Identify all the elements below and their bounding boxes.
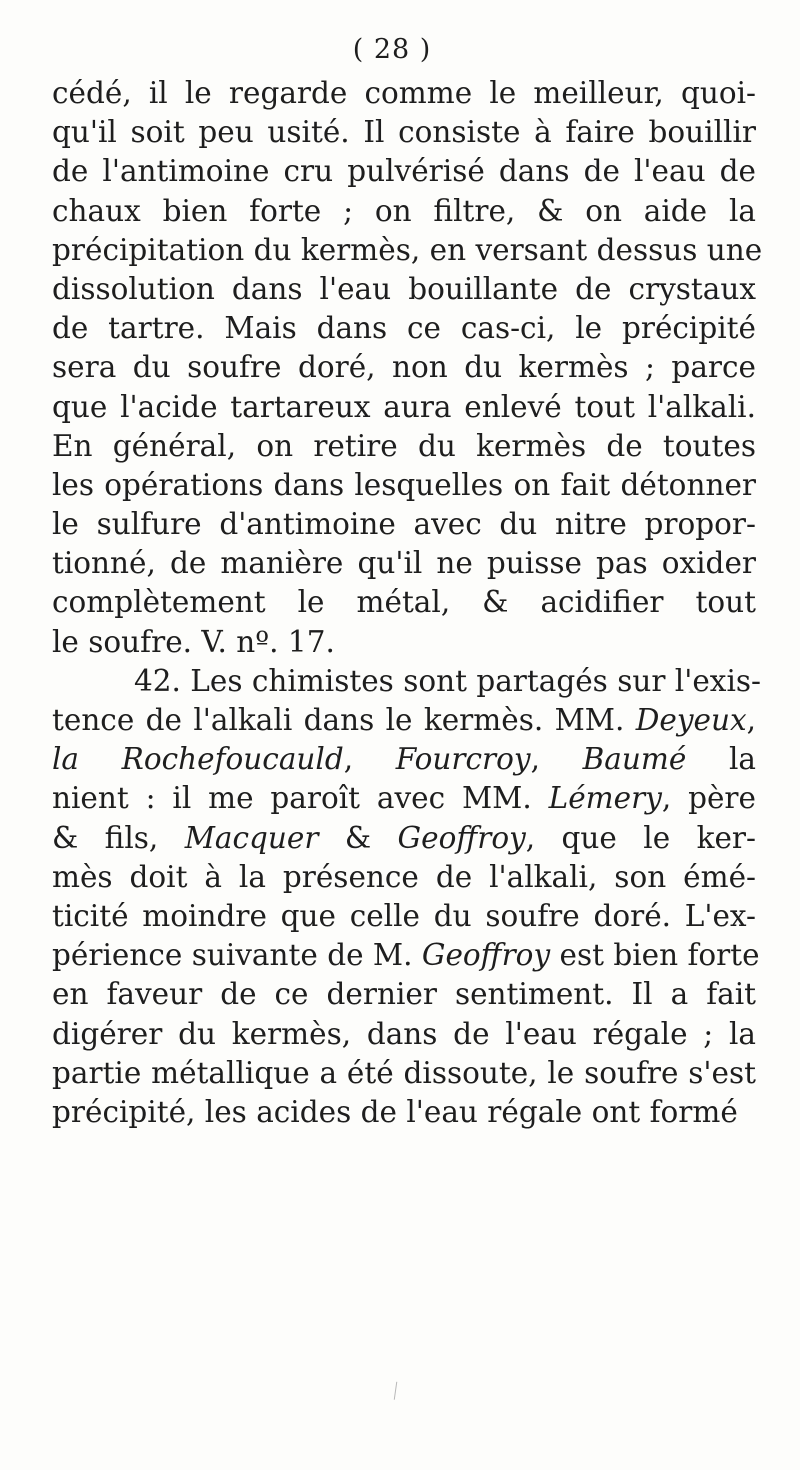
text-line	[52, 466, 756, 505]
text-line	[52, 348, 756, 387]
text-run: nient : il me paroît avec MM.	[52, 781, 549, 816]
text-line	[52, 231, 763, 270]
text-run: digérer du kermès, dans de l'eau régale ; la	[52, 1016, 756, 1051]
text-run: partie métallique a été dissoute, le soufre s'est	[52, 1055, 756, 1090]
text-run: complètement le métal, & acidifier tout	[52, 585, 756, 620]
text-run: ,	[343, 742, 396, 777]
text-run: est bien forte	[550, 938, 760, 973]
text-line	[52, 975, 756, 1014]
text-run: , père	[661, 781, 756, 816]
text-run: tionné, de manière qu'il ne puisse pas oxider	[52, 546, 756, 581]
text-line	[52, 544, 756, 583]
body-text	[52, 74, 763, 1132]
text-run: ,	[746, 703, 756, 737]
text-run: ticité moindre que celle du soufre doré. L'ex-	[52, 898, 756, 933]
text-run: précipité, les acides de l'eau régale ont formé	[52, 1094, 738, 1129]
text-run: sera du soufre doré, non du kermès ; parce	[52, 350, 756, 385]
text-run: le sulfure d'antimoine avec du nitre propor-	[52, 507, 756, 542]
text-run: de l'antimoine cru pulvérisé dans de l'eau de	[52, 154, 756, 189]
text-run: les opérations dans lesquelles on fait détonner	[52, 467, 756, 502]
text-line	[52, 936, 760, 975]
page-number: ( 28 )	[352, 34, 432, 65]
text-line	[52, 897, 756, 936]
text-run: &	[318, 820, 398, 855]
text-run: & fils,	[52, 820, 185, 855]
text-run: précipitation du kermès, en versant dessus une	[52, 232, 763, 267]
paper-mark	[394, 1382, 401, 1401]
text-run: que l'acide tartareux aura enlevé tout l'alkali.	[52, 389, 756, 424]
text-run: périence suivante de M.	[52, 938, 422, 973]
italic-name: Baumé	[582, 742, 687, 777]
text-line	[52, 662, 761, 701]
text-line	[52, 427, 756, 466]
text-line	[52, 270, 756, 309]
text-line	[52, 583, 756, 622]
text-run: , que le ker-	[525, 820, 756, 855]
text-line	[52, 1093, 756, 1132]
text-run: chaux bien forte ; on filtre, & on aide la	[52, 193, 756, 228]
text-line	[52, 192, 756, 231]
text-run: dissolution dans l'eau bouillante de crystaux	[52, 271, 756, 306]
text-line	[52, 623, 756, 662]
text-line	[52, 309, 756, 348]
italic-name: Macquer	[184, 820, 319, 855]
text-line	[52, 858, 756, 897]
text-run: le soufre. V. nº. 17.	[52, 624, 335, 659]
italic-name: Deyeux	[635, 703, 747, 737]
text-line	[52, 388, 756, 427]
text-run: mès doit à la présence de l'alkali, son émé-	[52, 859, 756, 894]
text-run: 42. Les chimistes sont partagés sur l'exis-	[134, 663, 761, 698]
text-run: ,	[530, 742, 583, 777]
text-line	[52, 740, 756, 779]
text-run: de tartre. Mais dans ce cas-ci, le précipité	[52, 311, 756, 346]
text-run: qu'il soit peu usité. Il consiste à faire bouillir	[52, 115, 756, 150]
italic-name: Geoffroy	[397, 820, 526, 855]
text-run: En général, on retire du kermès de toutes	[52, 428, 756, 463]
text-run: en faveur de ce dernier sentiment. Il a fait	[52, 977, 756, 1012]
text-line	[52, 779, 756, 818]
text-line	[52, 1015, 756, 1054]
text-line	[52, 819, 756, 858]
italic-name: Fourcroy	[395, 742, 531, 777]
text-line	[52, 505, 756, 544]
text-line	[52, 113, 756, 152]
text-run: tence de l'alkali dans le kermès. MM.	[52, 703, 636, 737]
text-line	[52, 1054, 756, 1093]
italic-name: Lémery	[548, 781, 662, 816]
text-run: la	[686, 742, 756, 777]
text-line	[52, 701, 756, 740]
text-line	[52, 74, 756, 113]
text-line	[52, 152, 756, 191]
italic-name: la Rochefoucauld	[52, 742, 344, 777]
italic-name: Geoffroy	[421, 938, 551, 973]
text-run: cédé, il le regarde comme le meilleur, quoi-	[52, 76, 756, 110]
